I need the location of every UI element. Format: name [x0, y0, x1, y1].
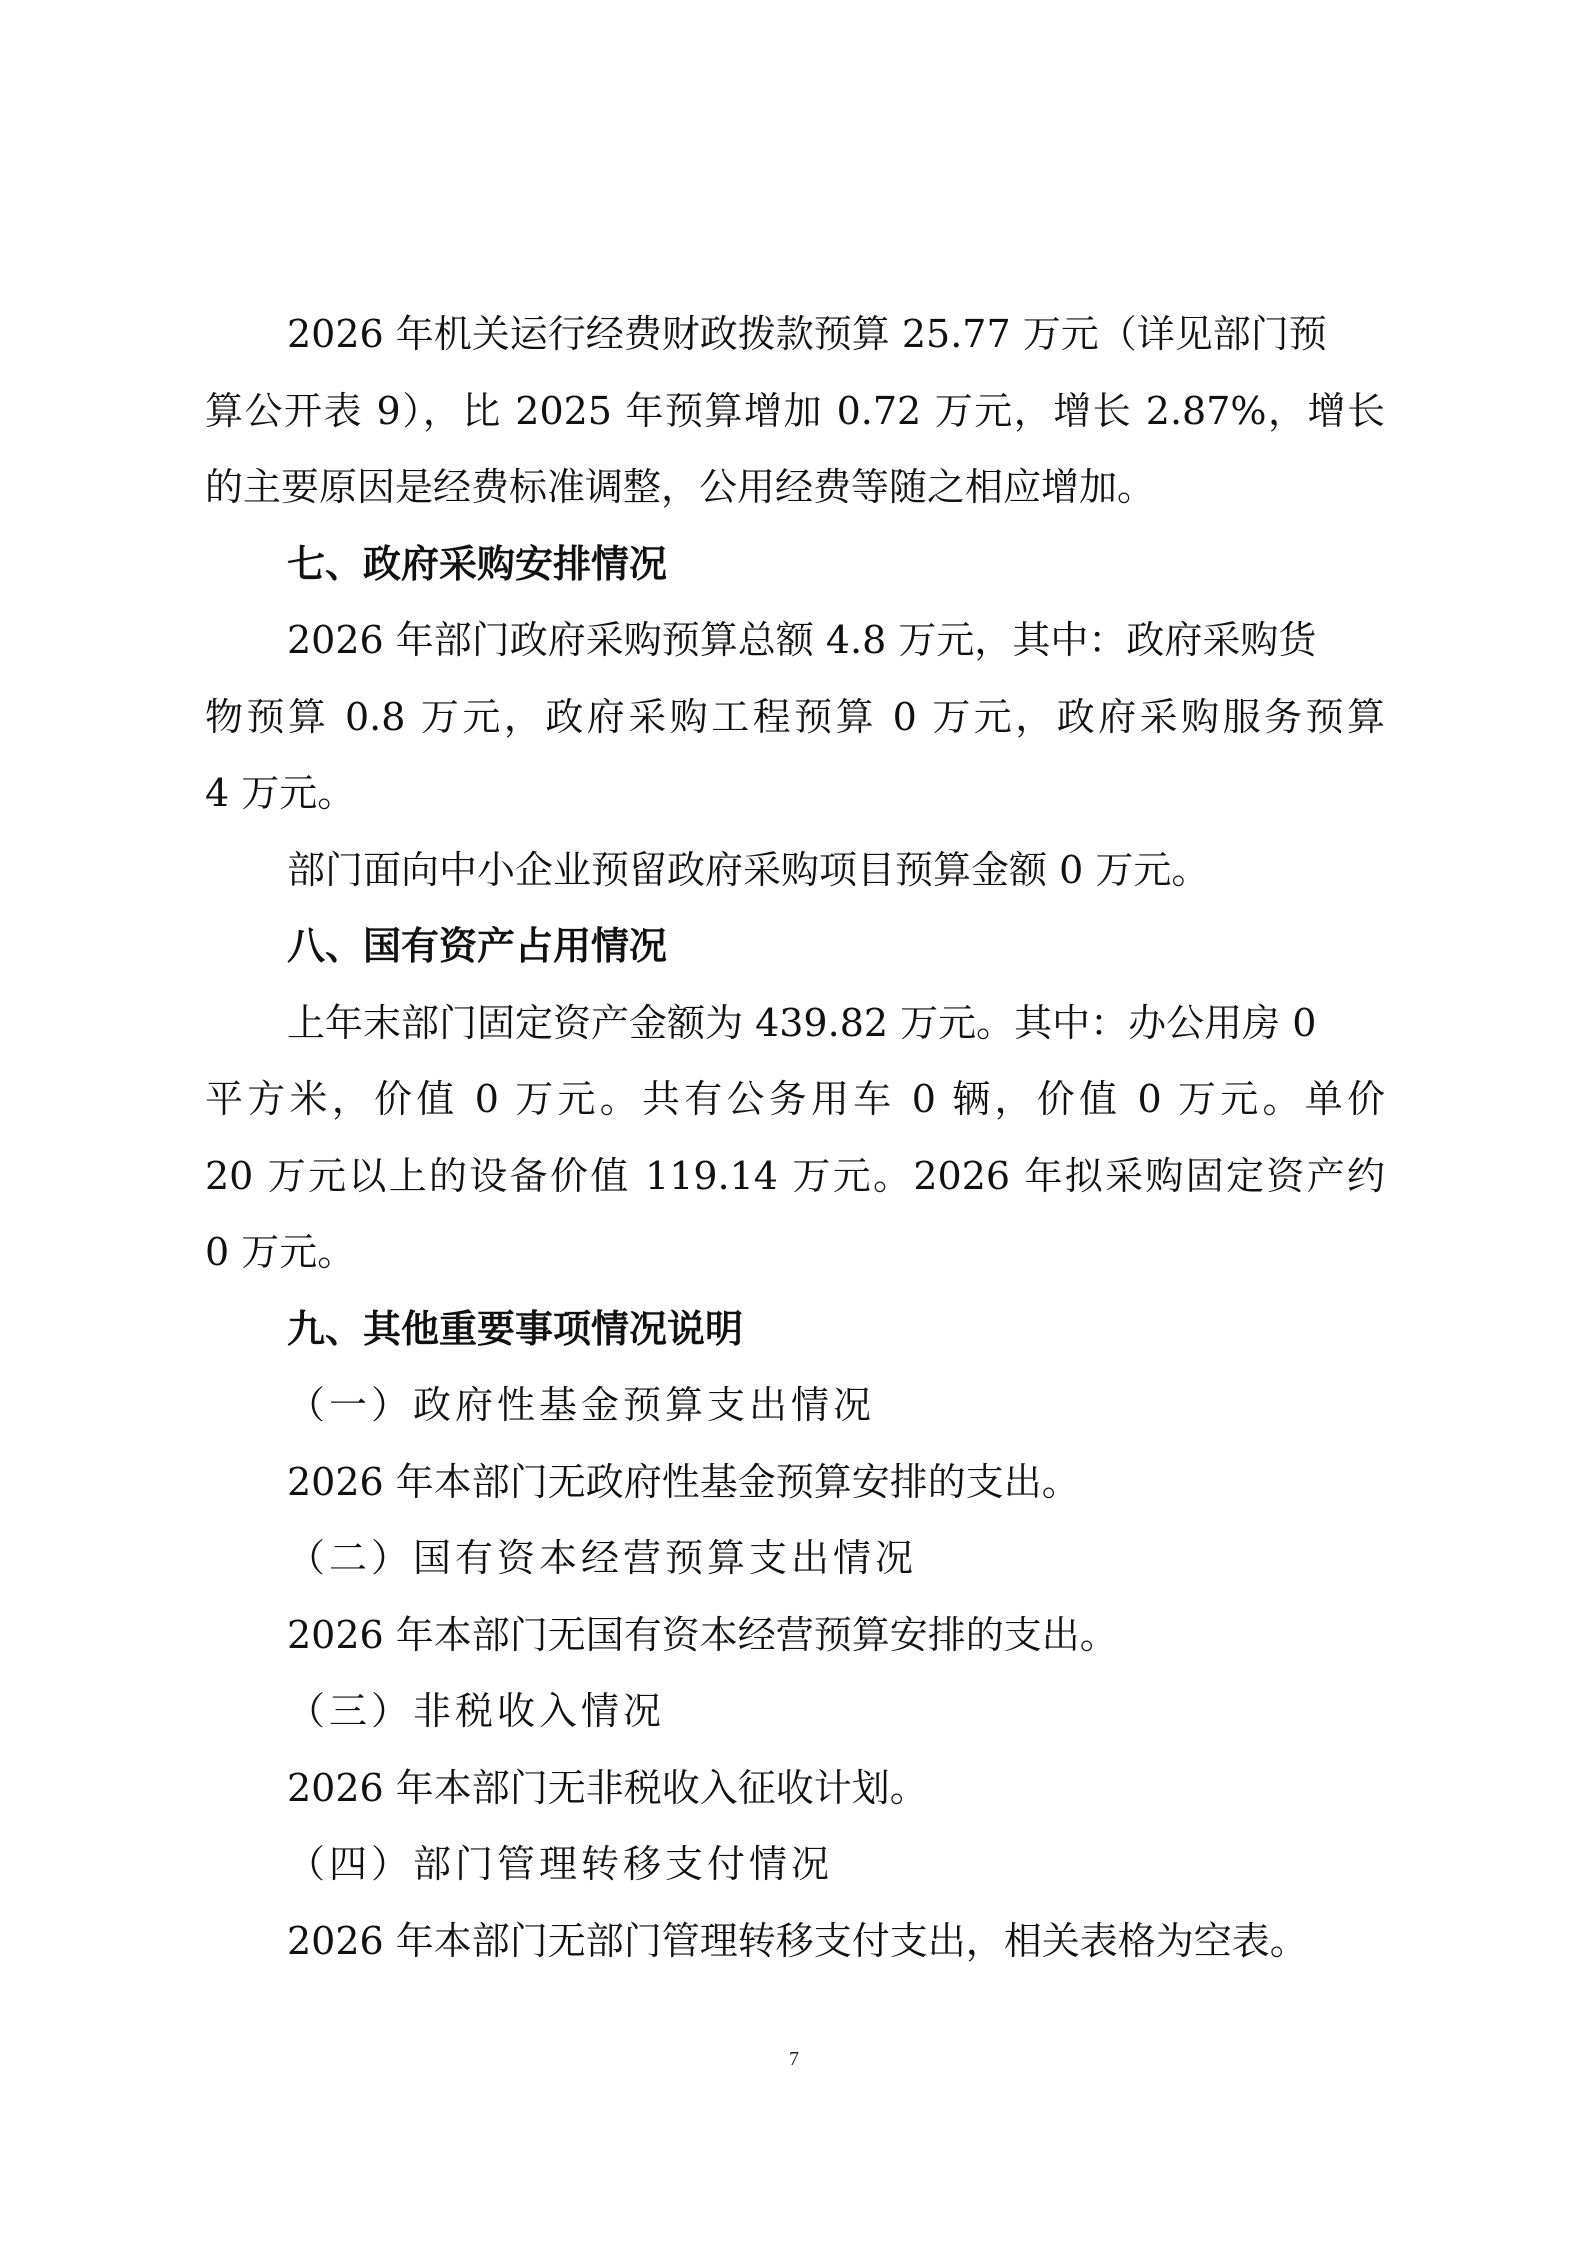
paragraph-line: 2026 年部门政府采购预算总额 4.8 万元，其中：政府采购货 [287, 618, 1317, 662]
paragraph-line: 平方米，价值 0 万元。共有公务用车 0 辆，价值 0 万元。单价 [205, 1077, 1385, 1121]
paragraph-line: 上年末部门固定资产金额为 439.82 万元。其中：办公用房 0 [287, 1000, 1317, 1045]
paragraph-line: 的主要原因是经费标准调整，公用经费等随之相应增加。 [205, 465, 1156, 509]
subsection-heading-2: （二）国有资本经营预算支出情况 [287, 1536, 918, 1580]
paragraph-line: 2026 年本部门无国有资本经营预算安排的支出。 [287, 1612, 1118, 1657]
paragraph-line: 2026 年本部门无政府性基金预算安排的支出。 [287, 1459, 1080, 1504]
section-heading-9: 九、其他重要事项情况说明 [287, 1306, 744, 1351]
body-text [205, 296, 1385, 1979]
subsection-heading-3: （三）非税收入情况 [287, 1689, 666, 1733]
subsection-heading-1: （一）政府性基金预算支出情况 [287, 1383, 876, 1427]
section-heading-8: 八、国有资产占用情况 [287, 924, 668, 968]
paragraph-line: 0 万元。 [205, 1230, 356, 1274]
page-number: 7 [789, 2048, 799, 2070]
paragraph-line: 算公开表 9），比 2025 年预算增加 0.72 万元，增长 2.87%，增长 [205, 388, 1385, 433]
paragraph-line: 4 万元。 [205, 771, 356, 815]
paragraph-line: 20 万元以上的设备价值 119.14 万元。2026 年拟采购固定资产约 [205, 1153, 1385, 1198]
section-heading-7: 七、政府采购安排情况 [287, 541, 668, 586]
subsection-heading-4: （四）部门管理转移支付情况 [287, 1842, 834, 1886]
paragraph-line: 物预算 0.8 万元，政府采购工程预算 0 万元，政府采购服务预算 [205, 694, 1385, 739]
paragraph-line: 部门面向中小企业预留政府采购项目预算金额 0 万元。 [287, 847, 1210, 892]
paragraph-line: 2026 年本部门无非税收入征收计划。 [287, 1765, 928, 1810]
paragraph-line: 2026 年机关运行经费财政拨款预算 25.77 万元（详见部门预 [287, 312, 1327, 356]
paragraph-line: 2026 年本部门无部门管理转移支付支出，相关表格为空表。 [287, 1918, 1308, 1963]
